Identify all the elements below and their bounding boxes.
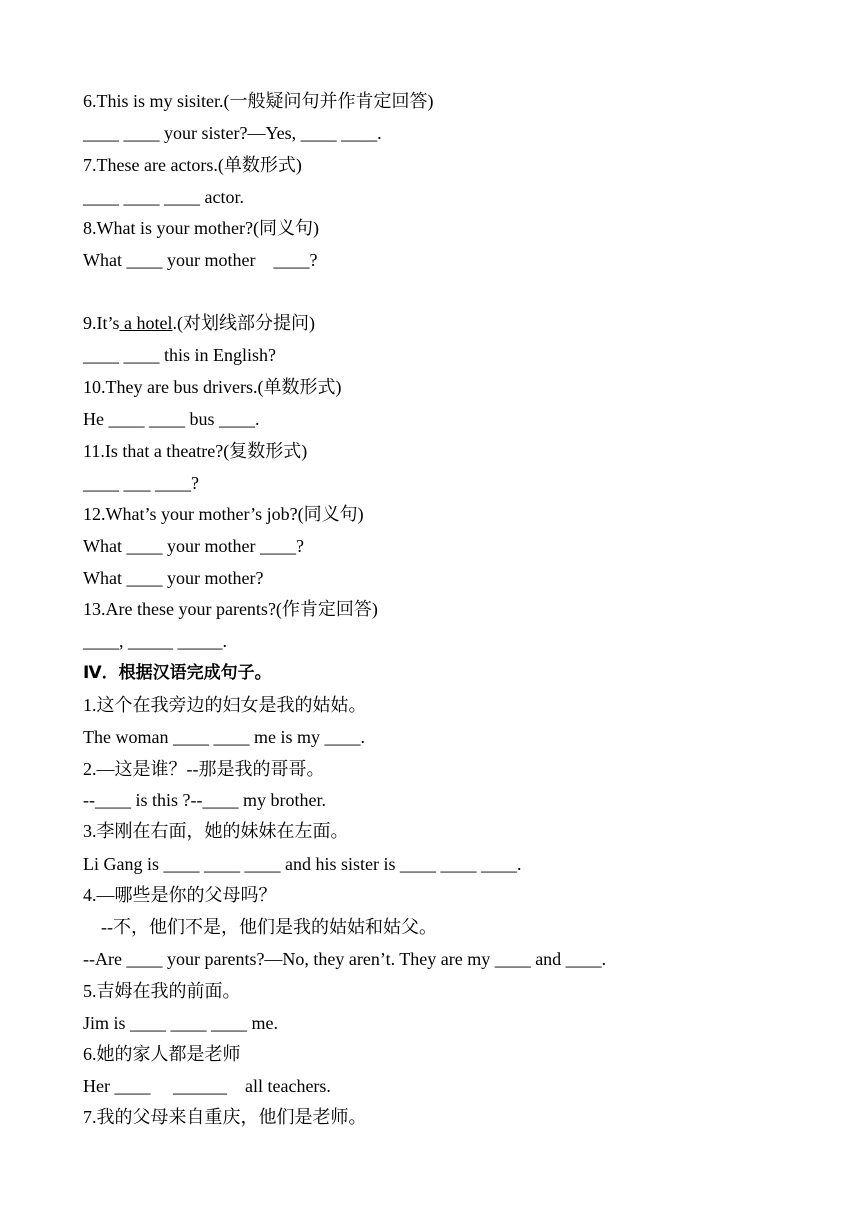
answer-13: ____, _____ _____. (83, 631, 227, 651)
answer-12b: What ____ your mother? (83, 568, 264, 588)
question-12: 12.What’s your mother’s job?(同义句) (83, 504, 364, 524)
translate-1-answer: The woman ____ ____ me is my ____. (83, 727, 365, 747)
question-9-underlined: a hotel (119, 313, 173, 333)
answer-7: ____ ____ ____ actor. (83, 187, 244, 207)
translate-3-answer: Li Gang is ____ ____ ____ and his sister is ____ ____ ____. (83, 854, 522, 874)
translate-1: 1.这个在我旁边的妇女是我的姑姑。 (83, 695, 367, 715)
translate-2: 2.—这是谁？--那是我的哥哥。 (83, 759, 325, 779)
answer-6: ____ ____ your sister?—Yes, ____ ____. (83, 123, 382, 143)
question-11: 11.Is that a theatre?(复数形式) (83, 441, 308, 461)
translate-5-answer: Jim is ____ ____ ____ me. (83, 1013, 279, 1033)
translate-4: 4.—哪些是你的父母吗？ (83, 885, 277, 905)
translate-4-reply: --不，他们不是，他们是我的姑姑和姑父。 (101, 917, 437, 937)
answer-12a: What ____ your mother ____? (83, 536, 304, 556)
question-7: 7.These are actors.(单数形式) (83, 155, 302, 175)
translate-6-answer: Her ____ ______ all teachers. (83, 1076, 331, 1096)
translate-7: 7.我的父母来自重庆，他们是老师。 (83, 1107, 367, 1127)
question-6: 6.This is my sisiter.(一般疑问句并作肯定回答) (83, 91, 434, 111)
question-9-suffix: .(对划线部分提问) (172, 313, 315, 333)
answer-8: What ____ your mother ____? (83, 250, 318, 270)
answer-9: ____ ____ this in English? (83, 345, 276, 365)
translate-3: 3.李刚在右面，她的妹妹在左面。 (83, 821, 349, 841)
translate-6: 6.她的家人都是老师 (83, 1044, 241, 1064)
answer-11: ____ ___ ____? (83, 473, 199, 493)
section-4-heading: Ⅳ．根据汉语完成句子。 (83, 663, 272, 683)
translate-4-answer: --Are ____ your parents?—No, they aren’t. They are my ____ and ____. (83, 949, 607, 969)
question-13: 13.Are these your parents?(作肯定回答) (83, 599, 378, 619)
answer-10: He ____ ____ bus ____. (83, 409, 260, 429)
translate-2-answer: --____ is this ?--____ my brother. (83, 790, 326, 810)
translate-5: 5.吉姆在我的前面。 (83, 981, 241, 1001)
question-10: 10.They are bus drivers.(单数形式) (83, 377, 342, 397)
question-8: 8.What is your mother?(同义句) (83, 218, 319, 238)
question-9-prefix: 9.It’s (83, 313, 120, 333)
question-9 (83, 313, 315, 333)
